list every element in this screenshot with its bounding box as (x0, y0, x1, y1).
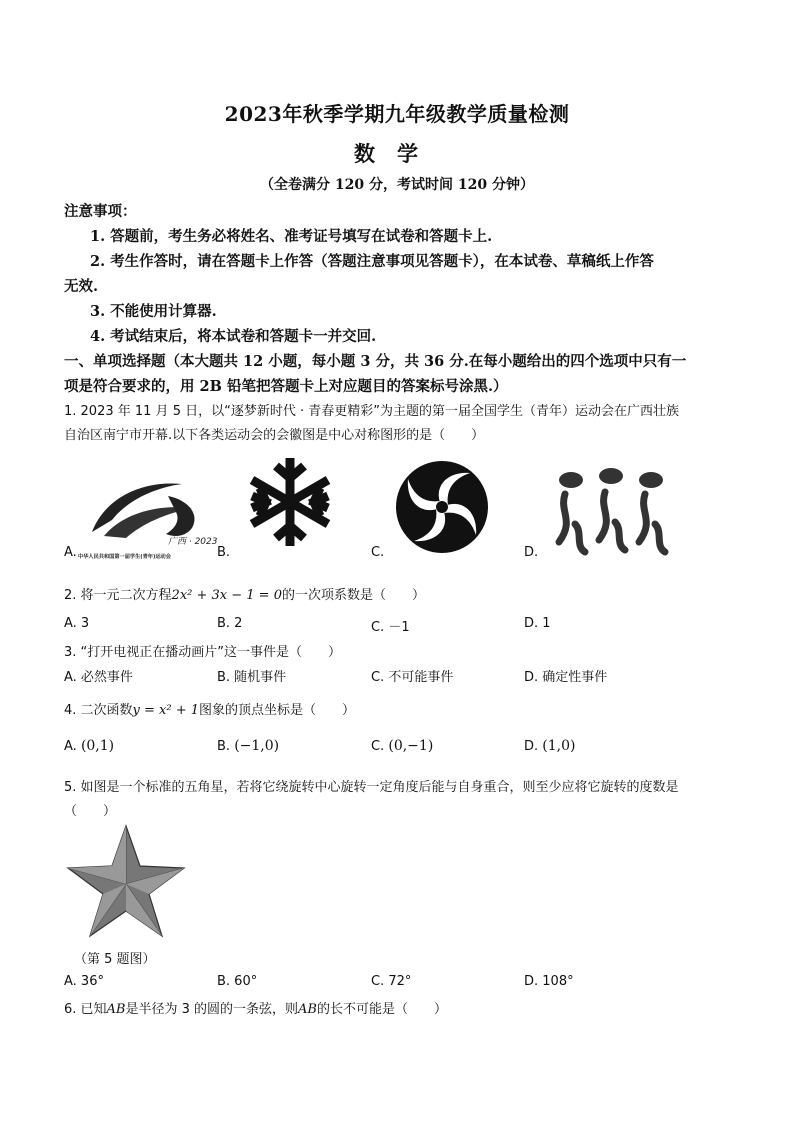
notes-heading: 注意事项： (64, 203, 137, 220)
q4-option-c-label: C. (371, 739, 385, 754)
q2-option-a[interactable]: A. 3 (64, 616, 90, 631)
logo-b-snowflake (240, 452, 340, 552)
question-3-text: 3. “打开电视正在播动画片”这一事件是（ ） (64, 645, 342, 660)
q1-option-d[interactable]: D. (524, 545, 539, 560)
note-item: 1. 答题前，考生务必将姓名、准考证号填写在试卷和答题卡上. (90, 228, 493, 245)
q1-option-a[interactable]: A. (64, 545, 77, 560)
star-figure (64, 822, 188, 938)
q6-prefix: 6. 已知 (64, 1002, 107, 1017)
q3-option-c[interactable]: C. 不可能事件 (371, 670, 454, 685)
exam-meta: （全卷满分 120 分，考试时间 120 分钟） (260, 177, 534, 193)
q4-option-b-value: (−1,0) (234, 738, 280, 754)
q6-middle: 是半径为 3 的圆的一条弦，则 (125, 1002, 299, 1017)
exam-title: 2023年秋季学期九年级教学质量检测 (224, 102, 570, 126)
logo-a-caption: 中华人民共和国第一届学生(青年)运动会 (78, 554, 171, 560)
q2-prefix: 2. 将一元二次方程 (64, 588, 172, 603)
question-1-text: 1. 2023 年 11 月 5 日，以“逐梦新时代 · 青春更精彩”为主题的第一届全国学生（青年）运动会在广西壮族 (64, 404, 679, 419)
logo-a-figure (64, 462, 224, 562)
q6-var-ab: AB (106, 1002, 126, 1017)
question-4-text (64, 699, 355, 718)
note-item: 3. 不能使用计算器. (90, 303, 217, 320)
question-1-text-cont: 自治区南宁市开幕.以下各类运动会的会徽图是中心对称图形的是（ ） (64, 428, 485, 443)
q4-option-b-label: B. (217, 739, 231, 754)
q4-option-d[interactable] (524, 738, 576, 754)
q2-option-c[interactable]: C. －1 (371, 620, 410, 635)
q4-prefix: 4. 二次函数 (64, 703, 133, 718)
q4-option-a[interactable] (64, 738, 114, 754)
q2-suffix: 的一次项系数是（ ） (281, 588, 425, 603)
logo-a-year: 广西 · 2023 (168, 537, 218, 547)
note-item: 无效. (64, 278, 99, 295)
figure-5-caption: （第 5 题图） (74, 952, 156, 967)
q2-option-b[interactable]: B. 2 (217, 616, 243, 631)
q4-equation: y = x² + 1 (132, 703, 200, 718)
q4-suffix: 图象的顶点坐标是（ ） (199, 703, 356, 718)
q1-option-b[interactable]: B. (217, 545, 231, 560)
note-item: 4. 考试结束后，将本试卷和答题卡一并交回. (90, 328, 377, 345)
q4-option-d-value: (1,0) (542, 738, 576, 754)
q4-option-d-label: D. (524, 739, 539, 754)
note-item: 2. 考生作答时，请在答题卡上作答（答题注意事项见答题卡），在本试卷、草稿纸上作答 (90, 253, 654, 270)
q5-option-d[interactable]: D. 108° (524, 974, 574, 989)
q2-option-d[interactable]: D. 1 (524, 616, 551, 631)
q5-option-a[interactable]: A. 36° (64, 974, 104, 989)
q6-var-ab-2: AB (298, 1002, 317, 1017)
q2-equation: 2x² + 3x − 1 = 0 (171, 588, 282, 603)
q4-option-a-value: (0,1) (80, 738, 115, 754)
q1-option-c[interactable]: C. (371, 545, 385, 560)
logo-c-spiral (392, 457, 492, 557)
question-2-text (64, 584, 425, 603)
section-heading-cont: 项是符合要求的，用 2B 铅笔把答题卡上对应题目的答案标号涂黑.） (64, 378, 508, 395)
q6-suffix: 的长不可能是（ ） (317, 1002, 448, 1017)
q3-option-d[interactable]: D. 确定性事件 (524, 670, 608, 685)
q4-option-c[interactable] (371, 738, 433, 754)
q4-option-a-label: A. (64, 739, 77, 754)
subject-title: 数学 (354, 141, 440, 166)
question-6-text (64, 998, 447, 1017)
q3-option-b[interactable]: B. 随机事件 (217, 670, 287, 685)
question-5-text: 5. 如图是一个标准的五角星，若将它绕旋转中心旋转一定角度后能与自身重合，则至少应将它旋转的度数是 (64, 780, 679, 795)
section-heading: 一、单项选择题（本大题共 12 小题，每小题 3 分，共 36 分.在每小题给出的四个选项中只有一 (64, 353, 687, 370)
q5-option-b[interactable]: B. 60° (217, 974, 258, 989)
q3-option-a[interactable]: A. 必然事件 (64, 670, 133, 685)
q4-option-c-value: (0,−1) (388, 738, 434, 754)
q5-option-c[interactable]: C. 72° (371, 974, 412, 989)
logo-d-figures (545, 462, 675, 562)
q4-option-b[interactable] (217, 738, 279, 754)
question-5-text-cont: （ ） (64, 804, 117, 819)
